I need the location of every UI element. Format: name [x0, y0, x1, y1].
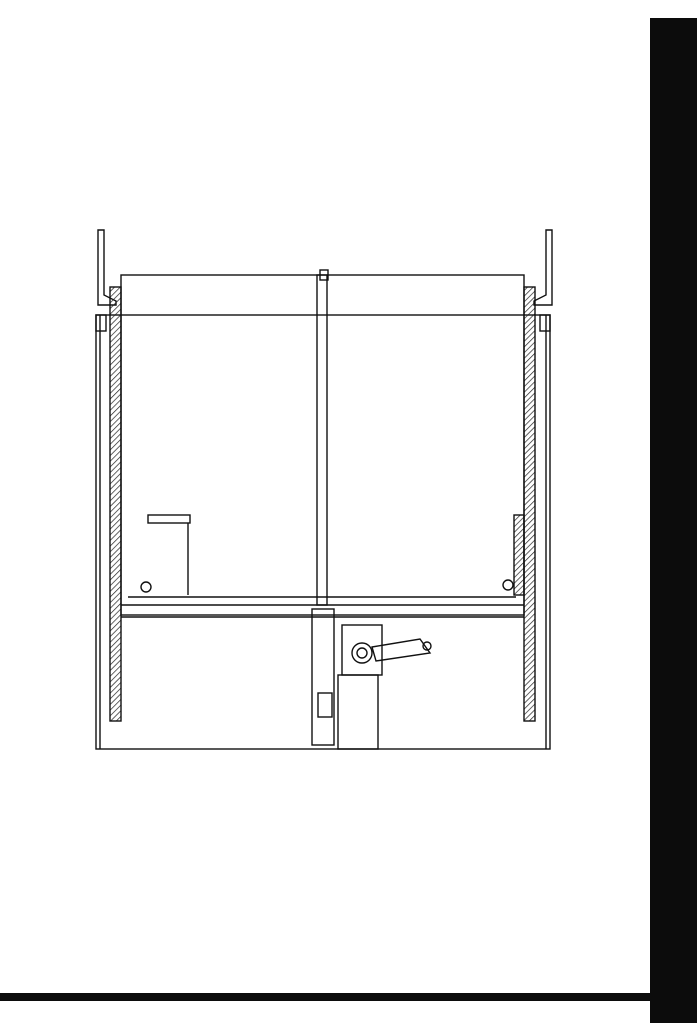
feed-arm — [312, 609, 334, 745]
scan-edge-bottom — [0, 993, 650, 1001]
outer-frame — [96, 315, 550, 749]
left-wall — [110, 287, 121, 721]
center-post — [317, 275, 327, 605]
scan-edge-right — [650, 18, 697, 1023]
crank-wheel — [352, 643, 372, 663]
sear-plate — [148, 515, 190, 523]
crank-housing — [342, 625, 382, 675]
bracket-right — [534, 230, 552, 305]
trigger-block — [318, 693, 332, 717]
patent-drawing — [80, 225, 570, 755]
magazine-frame — [121, 275, 524, 615]
right-wall — [524, 287, 535, 721]
connecting-rod — [372, 639, 430, 661]
right-lock-block — [514, 515, 524, 595]
